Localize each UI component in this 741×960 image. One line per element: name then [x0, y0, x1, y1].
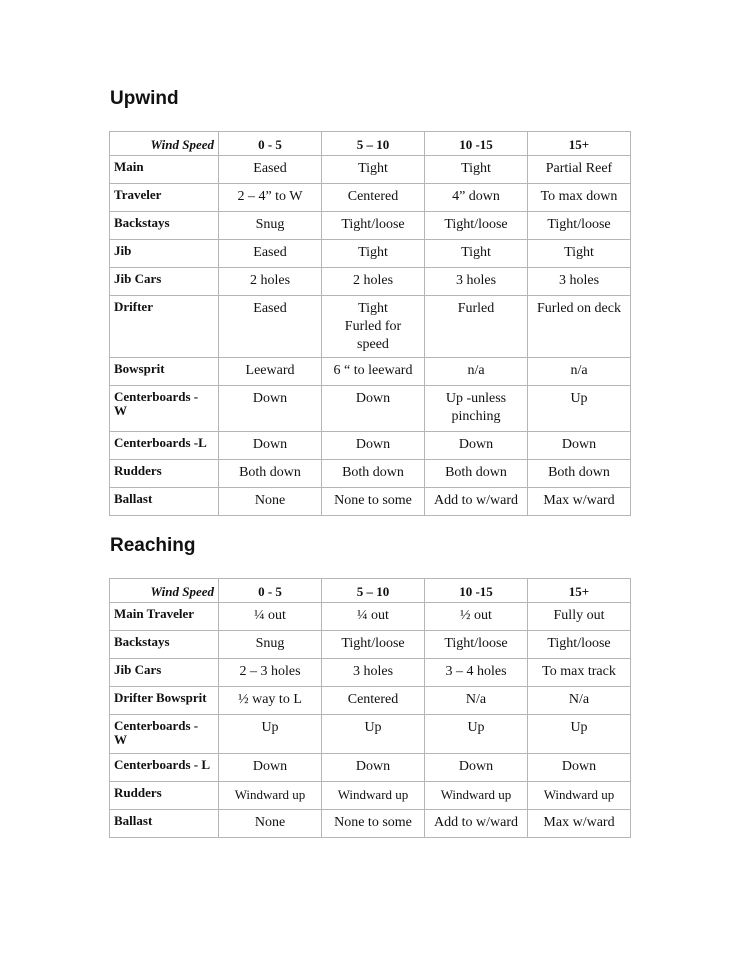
table-row	[110, 240, 631, 268]
table-cell: Snug	[219, 631, 322, 659]
table-cell: Add to w/ward	[425, 488, 528, 516]
table-cell: Tight/loose	[528, 631, 631, 659]
row-label: Centerboards - L	[110, 754, 219, 782]
row-label: Backstays	[110, 212, 219, 240]
table-cell: Down	[219, 386, 322, 432]
table-cell: None	[219, 810, 322, 838]
table-row	[110, 460, 631, 488]
table-row	[110, 212, 631, 240]
table-cell: Tight	[425, 156, 528, 184]
table-cell: Up	[528, 386, 631, 432]
table-cell: Down	[322, 386, 425, 432]
table-cell: To max track	[528, 659, 631, 687]
reaching-table	[109, 578, 631, 838]
table-cell: Centered	[322, 184, 425, 212]
table-cell: Tight	[425, 240, 528, 268]
table-cell: None	[219, 488, 322, 516]
column-header: 15+	[528, 579, 631, 603]
row-label: Jib Cars	[110, 268, 219, 296]
table-cell: Windward up	[322, 782, 425, 810]
table-cell: To max down	[528, 184, 631, 212]
column-header: 0 - 5	[219, 579, 322, 603]
table-cell: Up -unless pinching	[425, 386, 528, 432]
table-row	[110, 631, 631, 659]
table-cell: Add to w/ward	[425, 810, 528, 838]
table-cell: N/a	[528, 687, 631, 715]
table-cell: None to some	[322, 488, 425, 516]
reaching-heading: Reaching	[110, 535, 196, 556]
table-cell: Up	[528, 715, 631, 754]
table-row	[110, 687, 631, 715]
table-cell: 3 holes	[322, 659, 425, 687]
upwind-table	[109, 131, 631, 516]
table-cell: Tight	[322, 156, 425, 184]
row-label: Centerboards - W	[110, 386, 219, 432]
table-cell: Eased	[219, 156, 322, 184]
row-label: Jib Cars	[110, 659, 219, 687]
row-label: Drifter Bowsprit	[110, 687, 219, 715]
table-cell: 3 holes	[425, 268, 528, 296]
column-header-wind-speed: Wind Speed	[110, 132, 219, 156]
row-label: Ballast	[110, 810, 219, 838]
table-cell: 2 – 4” to W	[219, 184, 322, 212]
table-cell: 2 – 3 holes	[219, 659, 322, 687]
row-label: Rudders	[110, 782, 219, 810]
table-cell: Max w/ward	[528, 810, 631, 838]
table-cell: Both down	[528, 460, 631, 488]
upwind-heading: Upwind	[110, 88, 179, 109]
table-cell: Tight/loose	[425, 631, 528, 659]
table-cell: Down	[219, 432, 322, 460]
table-cell: Down	[425, 754, 528, 782]
table-row	[110, 156, 631, 184]
table-cell: 3 – 4 holes	[425, 659, 528, 687]
table-cell: Partial Reef	[528, 156, 631, 184]
table-cell: Tight/loose	[528, 212, 631, 240]
table-cell: Tight Furled for speed	[322, 296, 425, 358]
table-cell: Down	[528, 432, 631, 460]
table-cell: Down	[322, 754, 425, 782]
table-cell: N/a	[425, 687, 528, 715]
table-cell: Down	[425, 432, 528, 460]
table-cell: Eased	[219, 240, 322, 268]
column-header: 15+	[528, 132, 631, 156]
table-cell: n/a	[425, 358, 528, 386]
row-label: Ballast	[110, 488, 219, 516]
table-cell: Up	[322, 715, 425, 754]
column-header: 10 -15	[425, 132, 528, 156]
table-row	[110, 659, 631, 687]
table-cell: Leeward	[219, 358, 322, 386]
table-cell: Snug	[219, 212, 322, 240]
row-label: Bowsprit	[110, 358, 219, 386]
table-cell: 2 holes	[322, 268, 425, 296]
table-row	[110, 810, 631, 838]
table-cell: n/a	[528, 358, 631, 386]
row-label: Rudders	[110, 460, 219, 488]
table-cell: Furled on deck	[528, 296, 631, 358]
table-cell: Windward up	[425, 782, 528, 810]
row-label: Drifter	[110, 296, 219, 358]
table-row	[110, 782, 631, 810]
row-label: Jib	[110, 240, 219, 268]
table-cell: Tight	[322, 240, 425, 268]
table-cell: Tight	[528, 240, 631, 268]
table-row	[110, 754, 631, 782]
table-cell: Tight/loose	[322, 212, 425, 240]
row-label: Centerboards -L	[110, 432, 219, 460]
table-cell: Both down	[322, 460, 425, 488]
table-row	[110, 603, 631, 631]
table-cell: 6 “ to leeward	[322, 358, 425, 386]
table-cell: ¼ out	[219, 603, 322, 631]
table-row	[110, 268, 631, 296]
table-cell: ¼ out	[322, 603, 425, 631]
header-row	[110, 579, 631, 603]
table-cell: Down	[322, 432, 425, 460]
table-cell: Fully out	[528, 603, 631, 631]
table-cell: ½ out	[425, 603, 528, 631]
column-header-wind-speed: Wind Speed	[110, 579, 219, 603]
table-cell: Furled	[425, 296, 528, 358]
table-cell: Both down	[219, 460, 322, 488]
table-cell: 4” down	[425, 184, 528, 212]
table-cell: Centered	[322, 687, 425, 715]
table-cell: Windward up	[528, 782, 631, 810]
table-cell: Windward up	[219, 782, 322, 810]
table-row	[110, 386, 631, 432]
table-cell: Max w/ward	[528, 488, 631, 516]
table-row	[110, 358, 631, 386]
column-header: 5 – 10	[322, 579, 425, 603]
table-cell: Eased	[219, 296, 322, 358]
row-label: Backstays	[110, 631, 219, 659]
table-cell: ½ way to L	[219, 687, 322, 715]
table-cell: Up	[425, 715, 528, 754]
table-cell: Tight/loose	[322, 631, 425, 659]
row-label: Main Traveler	[110, 603, 219, 631]
table-row	[110, 296, 631, 358]
table-row	[110, 432, 631, 460]
table-cell: 3 holes	[528, 268, 631, 296]
column-header: 10 -15	[425, 579, 528, 603]
row-label: Main	[110, 156, 219, 184]
table-cell: Down	[219, 754, 322, 782]
table-cell: Up	[219, 715, 322, 754]
row-label: Traveler	[110, 184, 219, 212]
table-cell: Down	[528, 754, 631, 782]
table-row	[110, 715, 631, 754]
header-row	[110, 132, 631, 156]
table-cell: None to some	[322, 810, 425, 838]
column-header: 0 - 5	[219, 132, 322, 156]
table-cell: 2 holes	[219, 268, 322, 296]
table-row	[110, 184, 631, 212]
column-header: 5 – 10	[322, 132, 425, 156]
table-cell: Both down	[425, 460, 528, 488]
table-row	[110, 488, 631, 516]
table-cell: Tight/loose	[425, 212, 528, 240]
row-label: Centerboards - W	[110, 715, 219, 754]
